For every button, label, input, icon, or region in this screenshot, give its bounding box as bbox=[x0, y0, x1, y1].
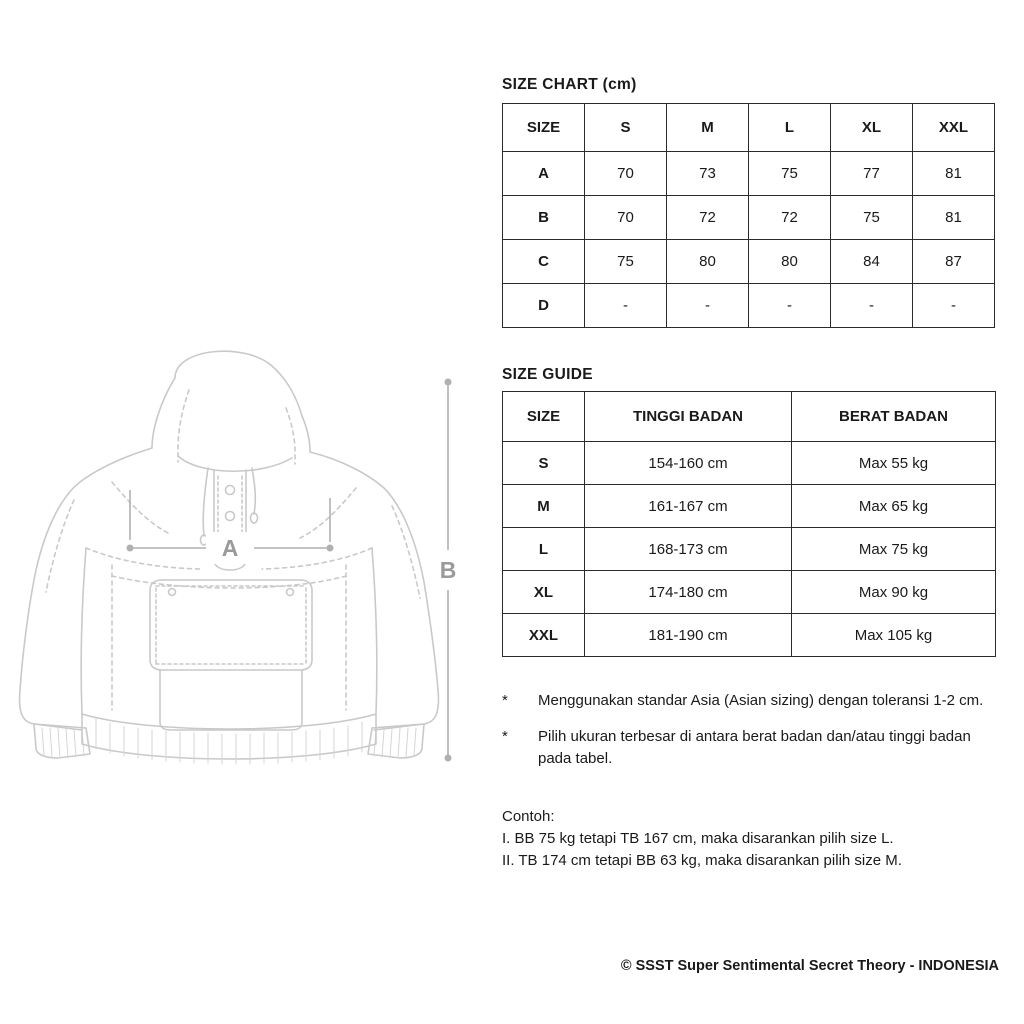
table-row bbox=[503, 485, 996, 528]
size-guide-table bbox=[502, 391, 996, 657]
guide-weight-m: Max 65 kg bbox=[792, 485, 996, 528]
cell-d-xxl: - bbox=[913, 284, 995, 328]
guide-col-size: SIZE bbox=[503, 392, 585, 442]
col-header-l: L bbox=[749, 104, 831, 152]
col-header-size: SIZE bbox=[503, 104, 585, 152]
notes-list bbox=[502, 690, 999, 784]
cell-a-s: 70 bbox=[585, 152, 667, 196]
cell-a-m: 73 bbox=[667, 152, 749, 196]
guide-col-weight: BERAT BADAN bbox=[792, 392, 996, 442]
guide-weight-xxl: Max 105 kg bbox=[792, 614, 996, 657]
note-item bbox=[502, 690, 999, 712]
col-header-xl: XL bbox=[831, 104, 913, 152]
note-item bbox=[502, 726, 999, 770]
example-line-2: II. TB 174 cm tetapi BB 63 kg, maka disarankan pilih size M. bbox=[502, 852, 902, 869]
example-line-1: I. BB 75 kg tetapi TB 167 cm, maka disarankan pilih size L. bbox=[502, 830, 894, 847]
button bbox=[226, 512, 235, 521]
drawstring-right bbox=[252, 468, 255, 514]
table-row bbox=[503, 284, 995, 328]
guide-weight-xl: Max 90 kg bbox=[792, 571, 996, 614]
note-bullet-icon: * bbox=[502, 692, 508, 709]
cell-b-l: 72 bbox=[749, 196, 831, 240]
left-sleeve-outer bbox=[20, 448, 152, 730]
cell-a-xl: 77 bbox=[831, 152, 913, 196]
cell-d-m: - bbox=[667, 284, 749, 328]
cell-b-s: 70 bbox=[585, 196, 667, 240]
cell-d-xl: - bbox=[831, 284, 913, 328]
row-label-c: C bbox=[503, 240, 585, 284]
cell-c-xxl: 87 bbox=[913, 240, 995, 284]
table-row bbox=[503, 528, 996, 571]
size-chart-title: SIZE CHART (cm) bbox=[502, 76, 637, 93]
guide-size-l: L bbox=[503, 528, 585, 571]
info-column bbox=[502, 0, 1002, 1024]
guide-height-l: 168-173 cm bbox=[585, 528, 792, 571]
cell-b-xl: 75 bbox=[831, 196, 913, 240]
row-label-b: B bbox=[503, 196, 585, 240]
note-text: Pilih ukuran terbesar di antara berat badan dan/atau tinggi badan pada tabel. bbox=[538, 728, 971, 767]
table-row bbox=[503, 442, 996, 485]
table-row bbox=[503, 152, 995, 196]
pocket-body bbox=[160, 670, 302, 730]
size-chart-table bbox=[502, 103, 995, 328]
guide-height-xl: 174-180 cm bbox=[585, 571, 792, 614]
dimension-label-a: A bbox=[221, 535, 239, 561]
cell-a-xxl: 81 bbox=[913, 152, 995, 196]
guide-size-xxl: XXL bbox=[503, 614, 585, 657]
hem-ribbing bbox=[82, 714, 376, 759]
cell-b-xxl: 81 bbox=[913, 196, 995, 240]
table-row bbox=[503, 240, 995, 284]
guide-col-height: TINGGI BADAN bbox=[585, 392, 792, 442]
guide-height-xxl: 181-190 cm bbox=[585, 614, 792, 657]
table-header-row bbox=[503, 104, 995, 152]
table-row bbox=[503, 571, 996, 614]
cell-c-m: 80 bbox=[667, 240, 749, 284]
left-body-seam bbox=[81, 548, 86, 714]
guide-height-s: 154-160 cm bbox=[585, 442, 792, 485]
cell-c-xl: 84 bbox=[831, 240, 913, 284]
garment-illustration bbox=[0, 330, 480, 800]
cell-d-l: - bbox=[749, 284, 831, 328]
col-header-m: M bbox=[667, 104, 749, 152]
table-row bbox=[503, 196, 995, 240]
example-block bbox=[502, 806, 1002, 872]
button bbox=[226, 486, 235, 495]
hood-left-edge bbox=[152, 378, 175, 448]
cell-d-s: - bbox=[585, 284, 667, 328]
drawstring-left bbox=[203, 468, 208, 536]
col-header-s: S bbox=[585, 104, 667, 152]
size-guide-title: SIZE GUIDE bbox=[502, 366, 593, 383]
footer-copyright: © SSST Super Sentimental Secret Theory - INDONESIA bbox=[620, 958, 999, 974]
guide-height-m: 161-167 cm bbox=[585, 485, 792, 528]
col-header-xxl: XXL bbox=[913, 104, 995, 152]
hood-inner-bottom bbox=[178, 456, 292, 471]
guide-weight-s: Max 55 kg bbox=[792, 442, 996, 485]
note-text: Menggunakan standar Asia (Asian sizing) dengan toleransi 1-2 cm. bbox=[538, 692, 984, 709]
cell-a-l: 75 bbox=[749, 152, 831, 196]
guide-size-xl: XL bbox=[503, 571, 585, 614]
guide-size-s: S bbox=[503, 442, 585, 485]
guide-weight-l: Max 75 kg bbox=[792, 528, 996, 571]
table-header-row bbox=[503, 392, 996, 442]
example-heading: Contoh: bbox=[502, 808, 555, 825]
cell-b-m: 72 bbox=[667, 196, 749, 240]
row-label-a: A bbox=[503, 152, 585, 196]
right-body-seam bbox=[372, 548, 377, 714]
note-bullet-icon: * bbox=[502, 728, 508, 745]
hood-outer bbox=[175, 351, 302, 416]
row-label-d: D bbox=[503, 284, 585, 328]
table-row bbox=[503, 614, 996, 657]
cell-c-l: 80 bbox=[749, 240, 831, 284]
cell-c-s: 75 bbox=[585, 240, 667, 284]
dimension-label-b: B bbox=[439, 557, 457, 583]
guide-size-m: M bbox=[503, 485, 585, 528]
